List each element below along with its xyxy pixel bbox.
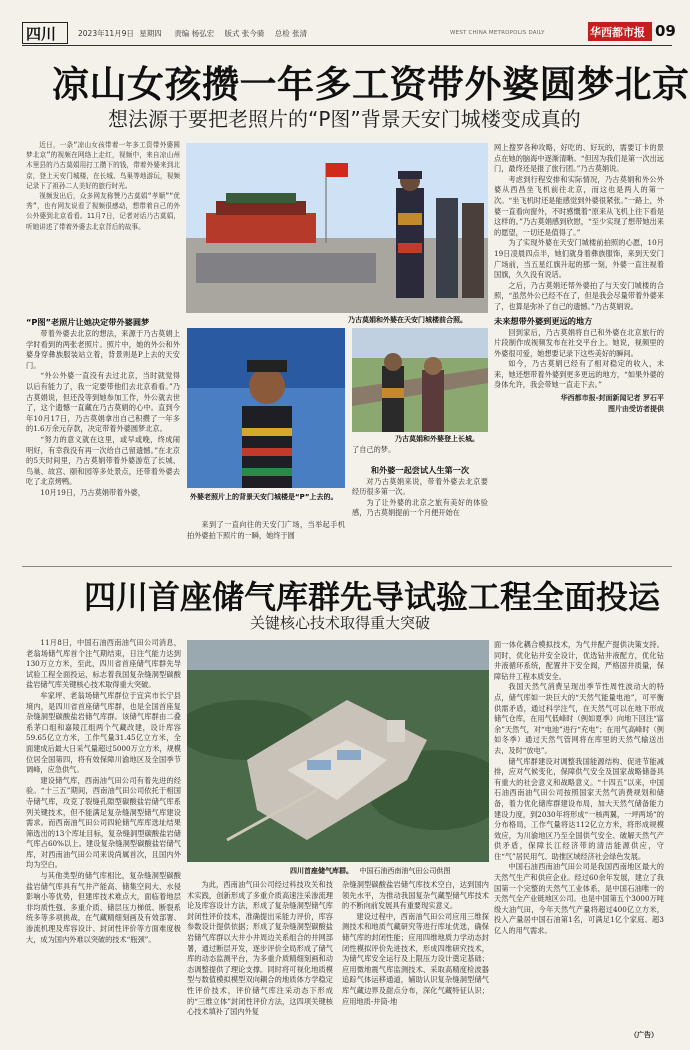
body-p: 之后，乃古莫娟还帮外婆拍了与天安门城楼的合照，“虽然外公已经不在了，但是我会尽量带着外婆来了，也算是弥补了自己的遗憾。”乃古莫娟说。 <box>494 280 664 311</box>
date: 2023年11月9日 <box>78 29 134 38</box>
paper-en: WEST CHINA METROPOLIS DAILY <box>450 30 545 36</box>
body-p: 11月8日，中国石油西南油气田公司消息，老翁场储气库首个注气期结束，日注气能力达到130万立方米，至此，四川省首座储气库群先导试验工程全面投运，标志着我国复杂缝洞型碳酸盐岩储气库关键核心技术取得重大突破。 <box>26 638 181 690</box>
page-number: 09 <box>655 22 676 40</box>
photo-gas-storage <box>187 640 489 862</box>
article1-subtitle: 想法源于要把老照片的“P图”背景天安门城楼变成真的 <box>108 107 581 131</box>
body-p: 为了实现外婆在天安门城楼前拍照的心愿，10月19日凌晨四点半，她们就身着彝族服饰，来到天安门广场前，当五星红旗升起的那一刻，外婆一直注视着国旗，久久没有说话。 <box>494 238 664 280</box>
photo-great-wall <box>352 328 488 432</box>
section-divider <box>22 566 672 567</box>
article1-title: 凉山女孩攒一年多工资带外婆圆梦北京 <box>52 63 690 106</box>
body-p: 与其他类型的储气库相比，复杂缝洞型碳酸盐岩储气库具有气井产能高、储集空间大、水侵影响小等优势，但建库技术难点大，面临着地层非均质性强、多重介质、储层压力梯低、断裂系统多等多项挑战，在气藏精细刻画及有效部署、渗流机理及库容设计、封闭性评价等方面难度极大，成为国内外难以突破的技术“瓶颈”。 <box>26 871 181 944</box>
article2-col1 <box>26 638 181 1042</box>
article1-col4 <box>494 143 664 563</box>
body-p: 储气库群建设对调整我国能源结构、促进节能减排，应对气候变化，保障供气安全及国家战略储备具有重大的社会意义和战略意义。“十四五”以来，中国石油西南油气田公司按照国家天然气消费规划和储备，着力优化储库群建设布局，加大天然气储备能力建设力度，到2030年将形成“一核两翼，一坪两场”的分布格局，工作气量将达112亿立方米，将形成规模效应，为川渝地区乃至全国供气安全、破解天然气产供矛盾，保障长江经济带的清洁能源供应，守住“气”居民用气、助推区域经济社会绿色发展。 <box>494 756 664 861</box>
editor: 责编 杨弘宏 <box>174 29 215 38</box>
article2-col2 <box>187 880 333 1042</box>
ad-mark: （广告） <box>630 1031 658 1039</box>
body-p: 中国石油西南油气田公司是我国西南地区最大的天然气生产和供应企业。经过60余年发展，建立了我国第一个完整的天然气工业体系，是中国石油唯一的天然气全产业链地区公司。也是中国第五个3000万吨级大油气田，今年天然气产量将超过400亿立方米，投入产量居中国石油第1名，可满足1亿个家庭、超3亿人的用气需求。 <box>494 862 664 936</box>
body-p: 建设过程中，西南油气田公司应用三维探测技术和地质气藏研究等进行库址优选，确保储气库的封闭性能；应用四维地质力学动态封闭性模拟评价先进技术，形成四维研究技术，为储气库安全运行及上限压力设计奠定基础；应用微地震气库监测技术、采取高精度检波器追踪气体运移通道，辅助认识复杂缝洞型储气库气藏边界及甜点分布，深化气藏特征认识；应用地质-井筒-地 <box>342 911 489 1006</box>
caption-tiananmen: 乃古莫娟和外婆在天安门城楼前合照。 <box>348 316 467 324</box>
caption-main: 四川首座储气库群。 <box>290 867 353 875</box>
designer: 版式 张今骑 <box>224 29 265 38</box>
article1-col3 <box>352 445 488 565</box>
gas-storage-illustration <box>187 640 489 862</box>
subhead-3: 未来想带外婆到更远的地方 <box>494 315 593 326</box>
body-p: 建设储气库，西南油气田公司有着先进的经验。“十三五”期间，西南油气田公司依托于相国寺储气库，攻克了裂缝孔隙型碳酸盐岩储气库系列关键技术，但不能满足复杂缝洞型储气库建设需求。而西南油气田公司四轮储气库库选址结果筛选出的13个库址目标，复杂缝洞型碳酸盐岩储气库占60%以上。建设复杂缝洞型碳酸盐岩储气库，对西南油气田公司来说尚属首次，且国内外均为空白。 <box>26 775 181 870</box>
body-p: 考虑到行程安排和实际情况，乃古莫娟和外公外婆从西昌坐飞机前往北京，而这也是两人的第一次。“坐飞机时还是能感觉到外婆很紧张。”一路上，外婆一直看向窗外，不时感慨着“原来从飞机上往下看是这样的。”乃古莫娟感到欣慰，“至少实现了想带她出来的愿望，一切还是值得了。” <box>494 174 664 237</box>
body-p: 10月19日，乃古莫娟带着外婆， <box>40 487 145 497</box>
body-p: 对乃古莫娟来说，带着外婆去北京要经历很多第一次。 <box>352 476 488 497</box>
article2-col3 <box>342 880 489 1042</box>
body-p: 回到家后，乃古莫娟将自己和外婆在北京旅行的片段制作成视频发布在社交平台上。她说，视频里的外婆很可爱，她想要记录下这些美好的瞬间。 <box>494 327 664 358</box>
caption-gas-storage <box>290 866 450 876</box>
section-label: 四川 <box>26 25 57 43</box>
old-photo-illustration <box>187 328 345 488</box>
body-p: 牟家坪、老翁场储气库群位于宜宾市长宁县境内，是四川省首座储气库群，也是全国首座复杂缝洞型碳酸盐岩储气库群。该储气库群由二叠系茅口组和嘉陵江组两个气藏改建，设计库容59.65亿立方米，工作气量31.45亿立方米，全面建成后最大日采气量超过5000万立方米，规模位居全国第四，将有效保障川渝地区及全国季节调峰，应急供气。 <box>26 690 181 775</box>
tiananmen-illustration <box>186 143 488 313</box>
proofreader: 总检 张清 <box>274 29 308 38</box>
body-p: 了自己的梦。 <box>352 445 396 454</box>
lede-p1: 近日，一条“凉山女孩带着一年多工资带外婆圆梦北京”的视频在网络上走红，视频中，来自凉山州木里县的乃古莫娟用打工攒下的钱，带着外婆来到北京，登上天安门城楼，在长城、鸟巢等地游玩，视频记录下了祖孙二人美好的旅行时光。 <box>26 141 180 190</box>
byline: 华西都市报-封面新闻记者 罗石平 <box>560 394 664 403</box>
weekday: 星期四 <box>139 29 162 38</box>
article2-subtitle: 关键核心技术取得重大突破 <box>250 614 431 632</box>
caption-old-photo: 外婆老照片上的背景天安门城楼是“P”上去的。 <box>190 493 338 501</box>
photo-credit: 图片由受访者提供 <box>608 404 664 413</box>
header-rule <box>22 45 672 46</box>
body-p: 面一体化耦合模拟技术，为气井配产提供决策支持。同时，优化钻井安全设计，优选钻井液配方，优化钻井液循环系统，配置井下安全阀，严格固井质量，保障钻井工程本质安全。 <box>494 640 664 681</box>
body-p: 为此，西南油气田公司经过科技攻关和技术实践，创新形成了多重介质高速注采渗流理论及库容设计方法，形成了复杂缝洞型储气库封闭性评价技术，准确提出采能力评价，库容参数设计提供依据；形成了复杂缝洞型碳酸盐岩储气库群以大井小井周边关系组合的井网部署，通过断层开发，逐步评价全局形成了储气库的动态监测平台，为多重介质精细刻画和动态调整提供了理论支撑。同时将可视化地质模型与数值模拟模型双向耦合的地质体方学稳定性评价技术，评价储气库注采动态下形成的“三维立体”封闭性评价方法，这四项关键核心技术填补了国内外复 <box>187 880 333 1017</box>
body-p: 带着外婆去北京的想法，来源于乃古莫娟上学时看到的两张老照片。照片中，她的外公和外婆身穿彝族服装站立着，背景则是P上去的天安门。 <box>26 329 180 370</box>
photo-old-ptu <box>187 328 345 488</box>
body-p: 网上搜罗各种攻略，好吃的、好玩的，需要订卡的景点在她的脑海中逐渐清晰。“但因为我们是第一次出远门，最终还是报了旅行团。”乃古莫娟说。 <box>494 143 664 174</box>
header <box>0 0 690 44</box>
body-p: 来到了一直向往的天安门广场，当举起手机拍外婆拍下照片的一瞬，她终于圆 <box>187 520 345 540</box>
body-p: “外公外婆一直没有去过北京，当时就觉得以后有能力了，我一定要带他们去北京看看。”乃古莫娟说，但还没等到她参加工作，外公就去世了，这个遗憾一直藏在乃古莫娟的心中。直到今年10月17日，乃古莫娟拿出自己积攒了一年多的1.6万余元存款，决定带着外婆圆梦北京。 <box>26 371 180 434</box>
caption-great-wall: 乃古莫娟和外婆登上长城。 <box>395 435 479 443</box>
body-p: 杂缝洞型碳酸盐岩储气库技术空白，达到国内领先水平，为推动我国复杂气藏型储气库技术的不断向前发展具有重要现实意义。 <box>342 880 489 911</box>
body-p: “努力的意义就在这里，或早或晚，终成闹明好，有幸我没有再一次给自己留遗憾。”在北京的5天时间里，乃古莫娟带着外婆游览了长城、鸟巢、故宫、颐和园等多处景点，还带着外婆去吃了北京烤鸭。 <box>26 434 180 487</box>
issue-date <box>78 28 307 39</box>
article1-col-mid-bottom <box>187 520 345 564</box>
body-p: 如今，乃古莫娟已经有了相对稳定的收入，未来，她还想带着外婆到更多更远的地方，“如果外婆的身体允许，我会带她一直走下去。” <box>494 359 664 390</box>
great-wall-illustration <box>352 328 488 432</box>
subhead-1: “P图”老照片让她决定带外婆圆梦 <box>26 317 150 327</box>
article2-col4 <box>494 640 664 1042</box>
caption-credit: 中国石油西南油气田公司供图 <box>359 867 451 875</box>
article2-title: 四川首座储气库群先导试验工程全面投运 <box>84 578 661 616</box>
photo-tiananmen <box>186 143 488 313</box>
paper-logo-text: 华西都市报 <box>590 26 645 39</box>
body-p: 为了让外婆的北京之旅有美好的体验感，乃古莫娟提前一个月便开始在 <box>352 497 488 518</box>
article1-lede <box>26 140 180 312</box>
article1-col1 <box>26 314 180 566</box>
body-p: 我国天然气消费呈现出季节性周性波动大的特点，储气库如一块巨大的“天然气能量电池”，可平衡供需矛盾，通过科学注气，在天然气可以在地下形成储气仓库，在用气低峰时（例如夏季）向地下回注“富余”天然气，对“电池”进行“充电”；在用气高峰时（例如冬季）通过天然气管网将在库里的天然气输送出去，及时“放电”。 <box>494 682 664 755</box>
lede-p2: 视频发出后，众多网友称赞乃古莫娟“孝顺”“优秀”，也有网友说看了视频很感动，想带着自己的外公外婆到北京看看。11月7日，记者对话乃古莫娟，听她讲述了带着外婆去北京背后的故事。 <box>26 192 180 231</box>
subhead-2: 和外婆一起尝试人生第一次 <box>370 464 470 475</box>
